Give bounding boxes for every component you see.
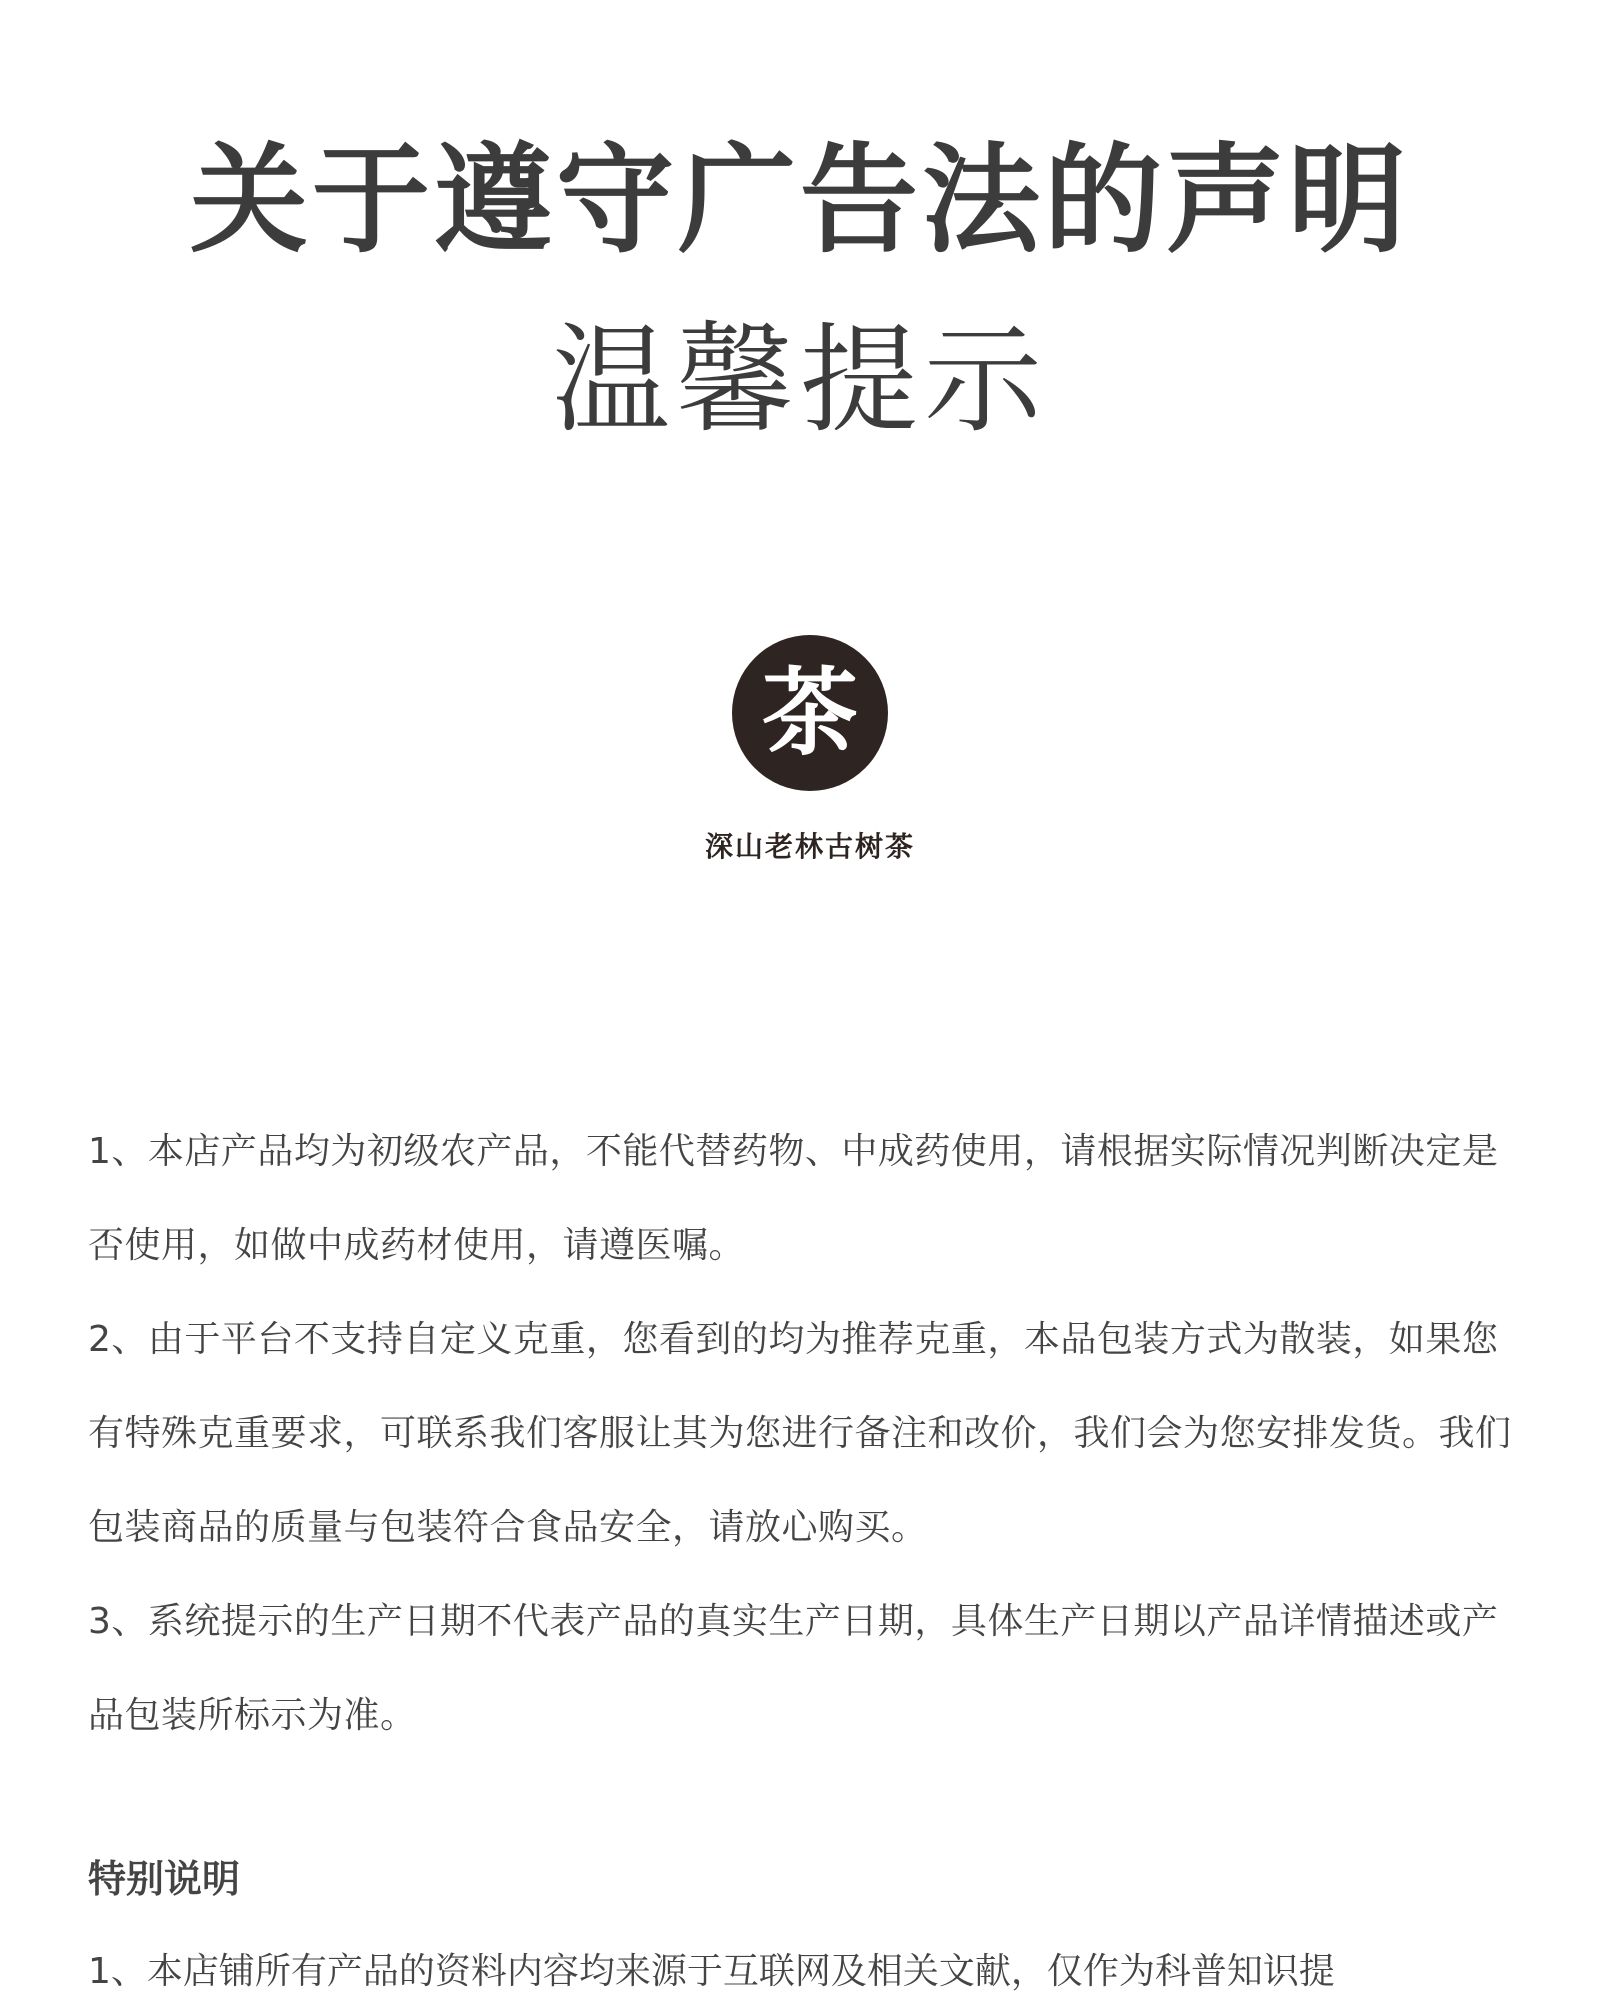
tea-glyph-icon: 茶 — [762, 656, 858, 769]
notice-item-3: 3、系统提示的生产日期不代表产品的真实生产日期，具体生产日期以产品详情描述或产品包装所标示为准。 — [88, 1601, 1499, 1736]
logo-brand-name: 深山老林古树茶 — [704, 830, 915, 863]
notice-list — [88, 1105, 1528, 1763]
notice-item-2: 2、由于平台不支持自定义克重，您看到的均为推荐克重，本品包装方式为散装，如果您有特殊克重要求，可联系我们客服让其为您进行备注和改价，我们会为您安排发货。我们包装商品的质量与包装符合食品安全，请放心购买。 — [88, 1319, 1512, 1548]
special-heading: 特别说明 — [88, 1857, 241, 1901]
page-title: 关于遵守广告法的声明 — [189, 131, 1410, 269]
page-subtitle: 温馨提示 — [551, 311, 1048, 449]
brand-logo — [680, 635, 920, 875]
logo-circle — [732, 635, 888, 791]
notice-item-1: 1、本店产品均为初级农产品，不能代替药物、中成药使用，请根据实际情况判断决定是否使用，如做中成药材使用，请遵医嘱。 — [88, 1131, 1499, 1266]
special-item-1: 1、本店铺所有产品的资料内容均来源于互联网及相关文献，仅作为科普知识提 — [88, 1951, 1335, 1992]
